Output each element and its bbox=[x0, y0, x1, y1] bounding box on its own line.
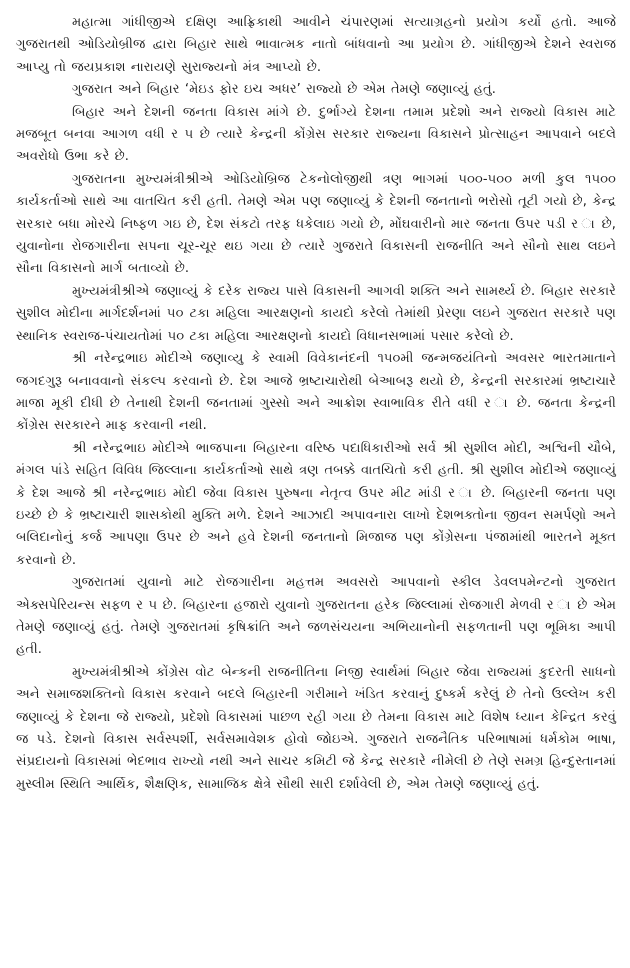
paragraph-made-for-each-other: ગુજરાત અને બિહાર ‘મેઇડ ફોર ઇચ અધર’ રાજ્યો છે એમ તેમણે જણાવ્યું હતું. bbox=[72, 82, 496, 98]
paragraph-gandhi-champaran: મહાત્મા ગાંધીજીએ દક્ષિણ આફ્રિકાથી આવીને ચંપારણમાં સત્યાગ્રહનો પ્રયોગ કર્યો હતો. આજે ગુજરાતથી ઓડિયોબ્રીજ દ્વારા બિહાર સાથે ભાવાત્મક નાતો બાંધવાનો આ પ્રયોગ છે. ગાંધીજીએ દેશને સ્વરાજ આપ્યુ તો જયપ્રકાશ નારાયણે સુરાજ્યનો મંત્ર આપ્યો છે. bbox=[16, 15, 616, 75]
article-body bbox=[16, 12, 616, 796]
paragraph-audiobridge-talk: ગુજરાતના મુખ્યમંત્રીશ્રીએ ઓડિયોબ્રિજ ટેકનોલોજીથી ત્રણ ભાગમાં ૫૦૦-૫૦૦ મળી કુલ ૧૫૦૦ કાર્યકર્તાઓ સાથે આ વાતચિત કરી હતી. તેમણે એમ પણ જણાવ્યું કે દેશની જનતાનો ભરોસો તૂટી ગયો છે, કેન્દ્ર સરકાર બધા મોરચે નિષ્ફળ ગઇ છે, દેશ સંકટો તરફ ધકેલાઇ ગયો છે, મોંઘવારીનો માર જનતા ઉપર પડી ર ા છે, યુવાનોના રોજગારીના સપના ચૂર-ચૂર થઇ ગયા છે ત્યારે ગુજરાતે વિકાસની રાજનીતિ અને સૌનો સાથ લઇને સૌના વિકાસનો માર્ગ બતાવ્યો છે. bbox=[16, 171, 616, 277]
paragraph-vote-bank-politics: મુખ્યમંત્રીશ્રીએ કોંગ્રેસ વોટ બેન્કની રાજનીતિના નિજી સ્વાર્થમાં બિહાર જેવા રાજ્યમાં કુદરતી સાધનો અને સમાજશક્તિનો વિકાસ કરવાને બદલે બિહારની ગરીમાને ખંડિત કરવાનું દુષ્કર્મ કરેલું છે તેનો ઉલ્લેખ કરી જણાવ્યું કે દેશના જે રાજ્યો, પ્રદેશો વિકાસમાં પાછળ રહી ગયા છે તેમના વિકાસ માટે વિશેષ ધ્યાન કેન્દ્રિત કરવું જ પડે. દેશનો વિકાસ સર્વસ્પર્શી, સર્વસમાવેશક હોવો જોઇએ. ગુજરાતે રાજનૈતિક પરિભાષામાં ધર્મકોમ ભાષા, સંપ્રદાયનો વિકાસમાં ભેદભાવ રાખ્યો નથી અને સાચર કમિટી જે કેન્દ્ર સરકારે નીમેલી છે તેણે સમગ્ર હિન્દુસ્તાનમાં મુસ્લીમ સ્થિતિ આર્થિક, શૈક્ષણિક, સામાજિક ક્ષેત્રે સૌથી સારી દર્શાવેલી છે, એમ તેમણે જણાવ્યું હતું. bbox=[16, 664, 616, 792]
paragraph-women-reservation: મુખ્યમંત્રીશ્રીએ જણાવ્યું કે દરેક રાજ્ય પાસે વિકાસની આગવી શક્તિ અને સામર્થ્ય છે. બિહાર સરકારે સુશીલ મોદીના માર્ગદર્શનમાં ૫૦ ટકા મહિલા આરક્ષણનો કાયદો કરેલો તેમાંથી પ્રેરણા લઇને ગુજરાત સરકારે પણ સ્થાનિક સ્વરાજ-પંચાયતોમાં ૫૦ ટકા મહિલા આરક્ષણનો કાયદો વિધાનસભામાં પસાર કરેલો છે. bbox=[16, 283, 616, 344]
paragraph-youth-employment: ગુજરાતમાં યુવાનો માટે રોજગારીના મહત્તમ અવસરો આપવાનો સ્કીલ ડેવલપમેન્ટનો ગુજરાત એક્સપેરિયન્સ સફળ ર ૫ છે. બિહારના હજારો યુવાનો ગુજરાતના હરેક જિલ્લામાં રોજગારી મેળવી ર ા છે એમ તેમણે જણાવ્યું હતું. તેમણે ગુજરાતમાં કૃષિક્રાંતિ અને જળસંચયના અભિયાનોની સફળતાની પણ ભૂમિકા આપી હતી. bbox=[16, 575, 616, 658]
paragraph-vivekananda-anniversary: શ્રી નરેન્દ્રભાઇ મોદીએ જણાવ્યુ કે સ્વામી વિવેકાનંદની ૧૫૦મી જન્મજયંતિનો અવસર ભારતમાતાને જગદગુરૂ બનાવવાનો સંકલ્પ કરવાનો છે. દેશ આજે ભ્રષ્ટાચારોથી બેઆબરૂ થયો છે, કેન્દ્રની સરકારમાં ભ્રષ્ટાચારે માજા મૂકી દીધી છે તેનાથી દેશની જનતામાં ગુસ્સો અને આક્રોશ સ્વાભાવિક રીતે વધી ર ા છે. જનતા કેન્દ્રની કોંગ્રેસ સરકારને માફ કરવાની નથી. bbox=[16, 351, 616, 434]
paragraph-bihar-leaders: શ્રી નરેન્દ્રભાઇ મોદીએ ભાજપાના બિહારના વરિષ્ઠ પદાધિકારીઓ સર્વ શ્રી સુશીલ મોદી, અશ્વિની ચૌબે, મંગલ પાંડે સહિત વિવિધ જિલ્લાના કાર્યકર્તાઓ સાથે ત્રણ તબક્કે વાતચિતો કરી હતી. શ્રી સુશીલ મોદીએ જણાવ્યું કે દેશ આજે શ્રી નરેન્દ્રભાઇ મોદી જેવા વિકાસ પુરુષના નેતૃત્વ ઉપર મીટ માંડી ર ા છે. બિહારની જનતા પણ ઇચ્છે છે કે ભ્રષ્ટાચારી શાસકોથી મુક્તિ મળે. દેશને આઝાદી અપાવનારા લાખો દેશભક્તોના જીવન સમર્પણો અને બલિદાનોનું કર્જ આપણા ઉપર છે અને હવે દેશની જનતાનો મિજાજ પણ કોંગ્રેસના પંજામાંથી ભારતને મૂક્ત કરવાનો છે. bbox=[16, 440, 616, 568]
paragraph-development-demand: બિહાર અને દેશની જનતા વિકાસ માંગે છે. દુર્ભાગ્યે દેશના તમામ પ્રદેશો અને રાજ્યો વિકાસ માટે મજબૂત બનવા આગળ વધી ર ૫ છે ત્યારે કેન્દ્રની કોંગ્રેસ સરકાર રાજ્યના વિકાસને પ્રોત્સાહન આપવાને બદલે અવરોધો ઉભા કરે છે. bbox=[16, 104, 616, 165]
